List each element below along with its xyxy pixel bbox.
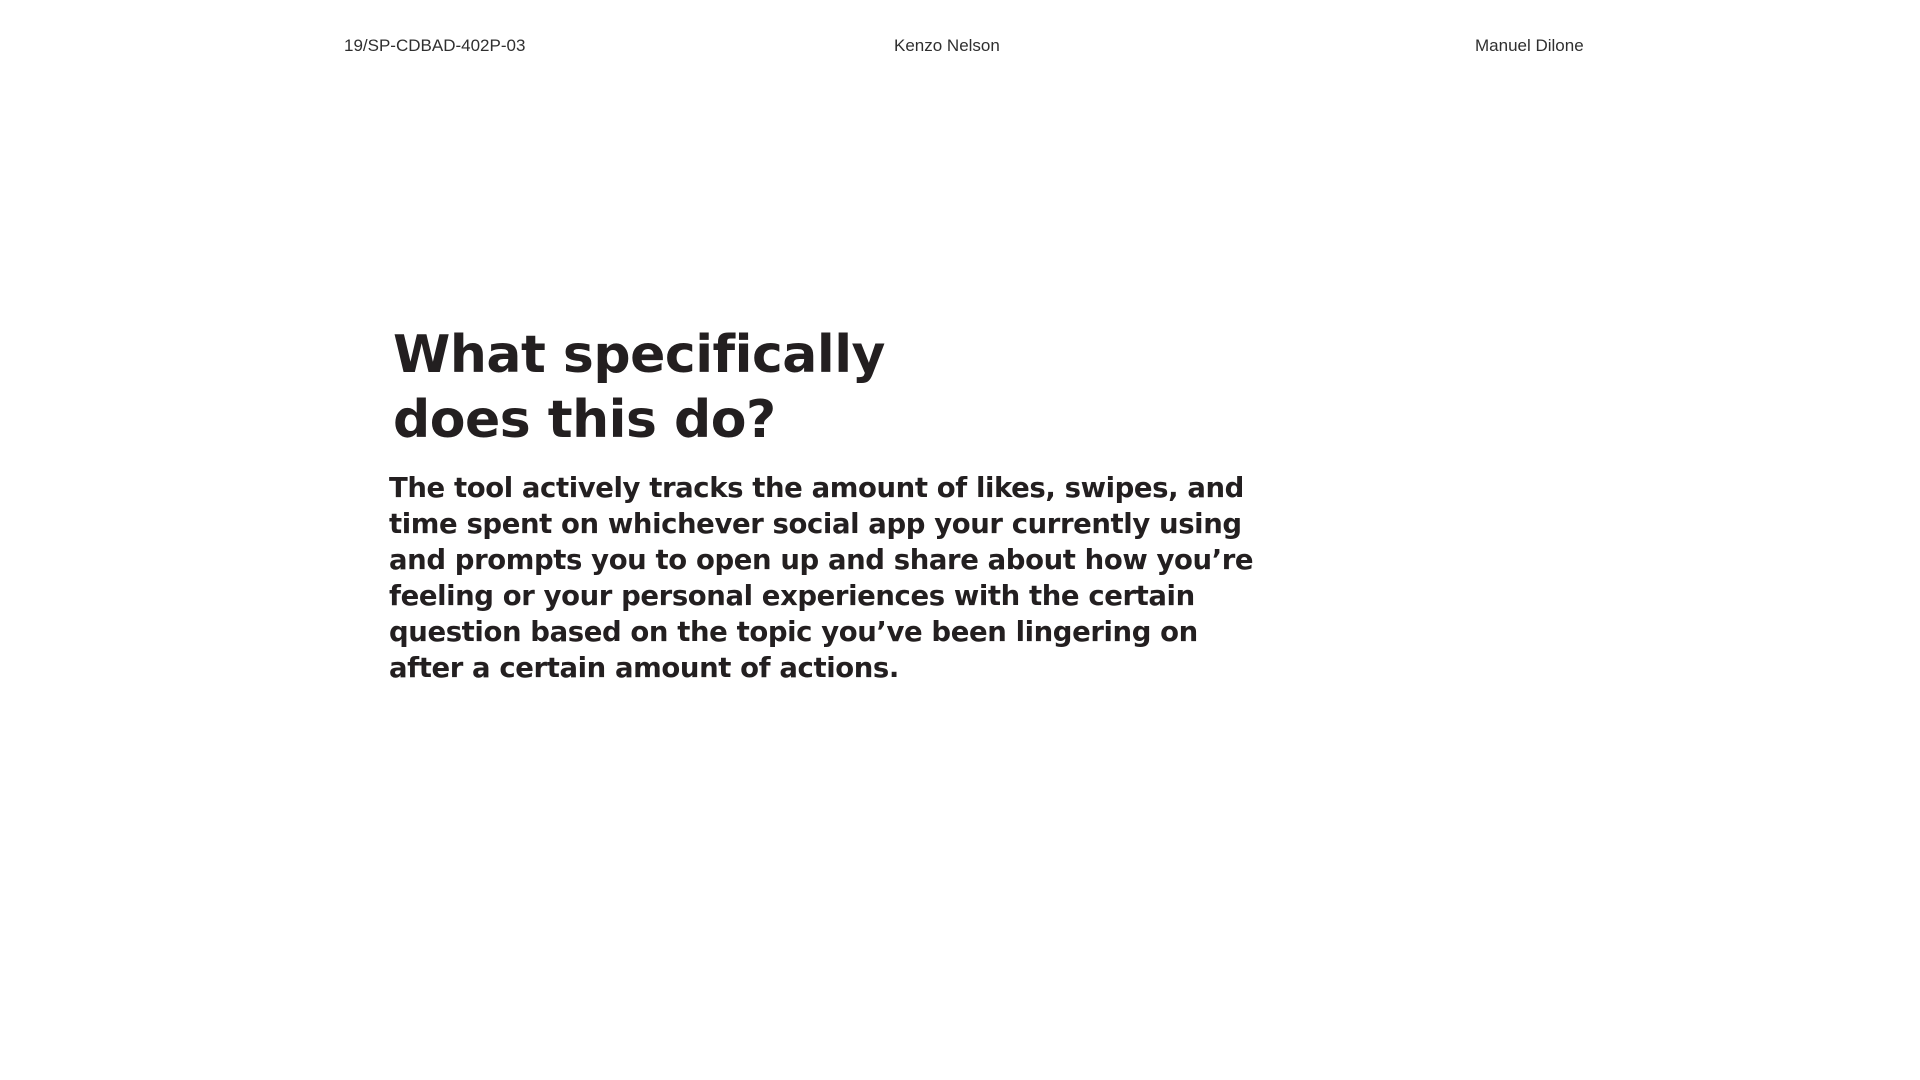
document-code: 19/SP-CDBAD-402P-03 bbox=[344, 36, 526, 55]
description-line: question based on the topic you’ve been lingering on bbox=[389, 616, 1198, 648]
page-title-line: What specifically bbox=[393, 325, 885, 385]
page-title-line: does this do? bbox=[393, 390, 776, 450]
author-name-kenzo: Kenzo Nelson bbox=[894, 36, 1000, 55]
description-line: time spent on whichever social app your currently using bbox=[389, 508, 1242, 540]
description-paragraph bbox=[389, 470, 1254, 686]
author-name-manuel: Manuel Dilone bbox=[1475, 36, 1584, 55]
description-line: after a certain amount of actions. bbox=[389, 652, 899, 684]
description-line: The tool actively tracks the amount of likes, swipes, and bbox=[389, 472, 1244, 504]
page-title bbox=[393, 323, 1093, 453]
description-line: and prompts you to open up and share about how you’re bbox=[389, 544, 1254, 576]
description-line: feeling or your personal experiences with the certain bbox=[389, 580, 1195, 612]
